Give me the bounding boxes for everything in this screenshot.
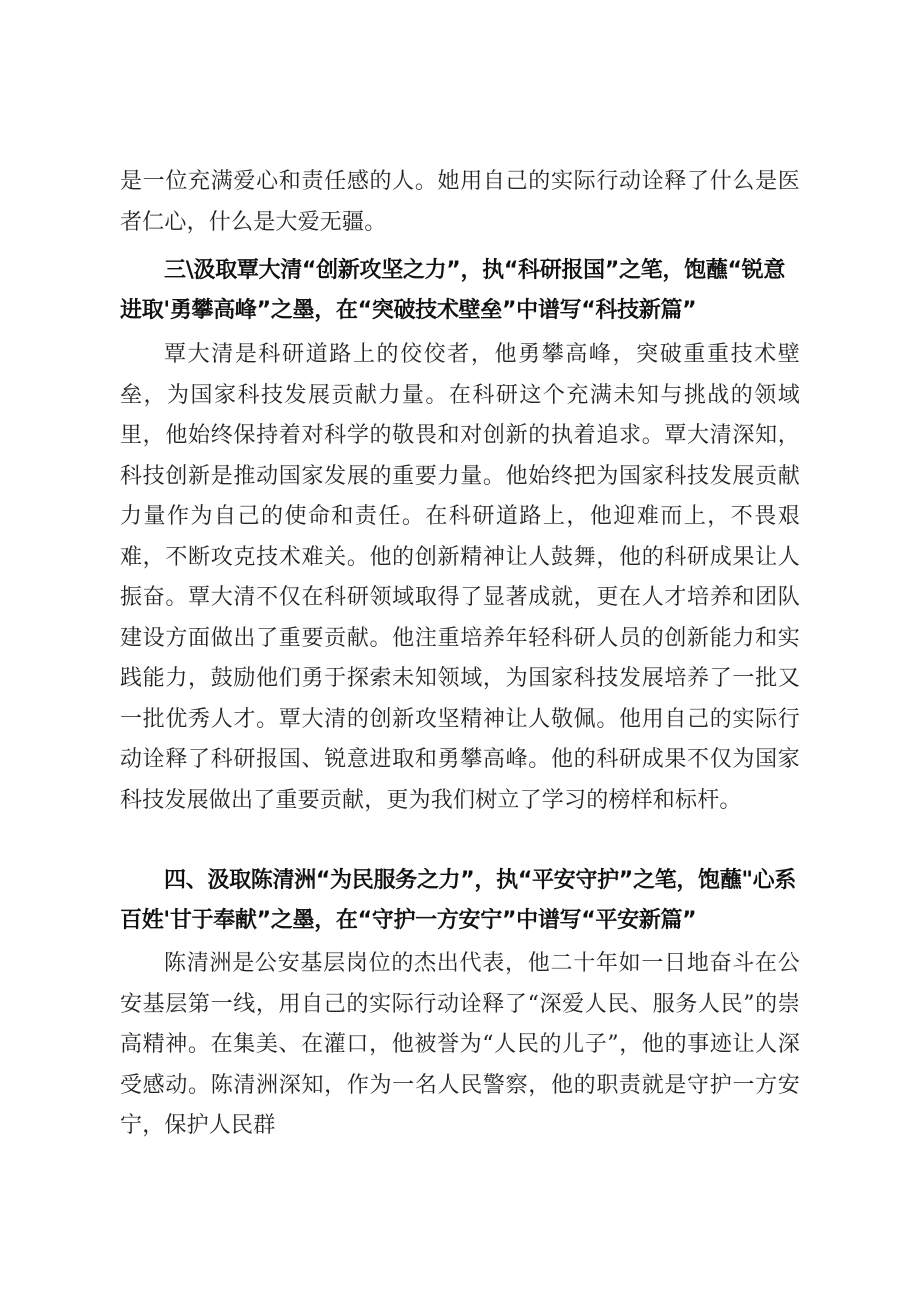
section-four-paragraph: 陈清洲是公安基层岗位的杰出代表，他二十年如一日地奋斗在公安基层第一线，用自己的实际行动诠释了“深爱人民、服务人民”的崇高精神。在集美、在灌口，他被誉为“人民的儿子”，他的事迹让人深受感动。陈清洲深知，作为一名人民警察，他的职责就是守护一方安宁，保护人民群: [120, 951, 800, 1138]
section-three-heading: 三\汲取覃大清“创新攻坚之力”，执“科研报国”之笔，饱蘸“锐意进取'勇攀高峰”之墨，在“突破技术壁垒”中谱写“科技新篇”: [120, 258, 786, 323]
section-four-heading: 四、汲取陈清洲“为民服务之力”，执“平安守护”之笔，饱蘸"心系百姓'甘于奉献”之墨，在“守护一方安宁”中谱写“平安新篇”: [120, 868, 797, 933]
section-three-paragraph: 覃大清是科研道路上的佼佼者，他勇攀高峰，突破重重技术壁垒，为国家科技发展贡献力量。在科研这个充满未知与挑战的领域里，他始终保持着对科学的敬畏和对创新的执着追求。覃大清深知，科技创新是推动国家发展的重要力量。他始终把为国家科技发展贡献力量作为自己的使命和责任。在科研道路上，他迎难而上，不畏艰难，不断攻克技术难关。他的创新精神让人鼓舞，他的科研成果让人振奋。覃大清不仅在科研领域取得了显著成就，更在人才培养和团队建设方面做出了重要贡献。他注重培养年轻科研人员的创新能力和实践能力，鼓励他们勇于探索未知领域，为国家科技发展培养了一批又一批优秀人才。覃大清的创新攻坚精神让人敬佩。他用自己的实际行动诠释了科研报国、锐意进取和勇攀高峰。他的科研成果不仅为国家科技发展做出了重要贡献，更为我们树立了学习的榜样和标杆。: [120, 342, 800, 813]
continued-paragraph: 是一位充满爱心和责任感的人。她用自己的实际行动诠释了什么是医者仁心，什么是大爱无疆。: [120, 169, 800, 235]
